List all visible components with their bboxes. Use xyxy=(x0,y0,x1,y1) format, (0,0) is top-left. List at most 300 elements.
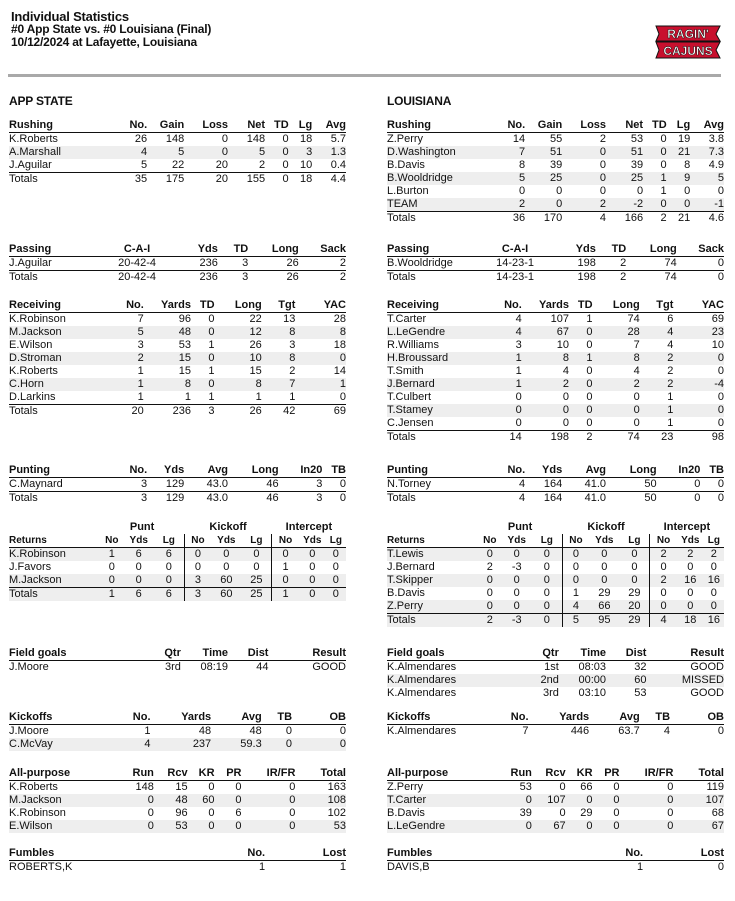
stat-value: 0 xyxy=(687,561,694,573)
player-name: M.Jackson xyxy=(9,574,100,588)
player-name: T.Skipper xyxy=(387,574,478,587)
field-goals-table xyxy=(9,647,346,674)
player-name: M.Jackson xyxy=(9,326,110,339)
section-title: Returns xyxy=(9,534,100,548)
stat-value: 29 xyxy=(580,807,593,819)
player-name: J.Moore xyxy=(9,725,49,737)
stat-value: 7 xyxy=(522,725,529,737)
stat-value: 0 xyxy=(265,146,289,159)
stat-value: 0 xyxy=(532,614,562,628)
column-header: Qtr xyxy=(529,647,559,661)
stat-value: 8 xyxy=(519,159,526,171)
stat-value: 0 xyxy=(208,313,215,325)
table-row xyxy=(9,478,346,492)
totals-row xyxy=(9,405,346,419)
stat-value: 2 xyxy=(650,548,677,562)
stat-value: 0 xyxy=(660,133,667,145)
all-purpose-table xyxy=(387,767,724,833)
column-header: Yds xyxy=(677,534,704,548)
team-name: APP STATE xyxy=(9,94,73,108)
passing-section xyxy=(9,243,346,284)
stat-value: -2 xyxy=(606,198,643,212)
column-header: No. xyxy=(117,711,151,725)
stat-value: 29 xyxy=(598,587,611,599)
fumbles-section xyxy=(9,847,346,874)
stat-value: 66 xyxy=(589,600,619,614)
stat-value: 1 xyxy=(208,391,215,403)
stat-value: 0 xyxy=(135,561,142,573)
stat-value: 0 xyxy=(221,133,229,145)
table-row xyxy=(9,574,346,588)
stat-value: 22 xyxy=(171,159,185,171)
column-header: Total xyxy=(673,767,724,781)
column-header: Lg xyxy=(704,534,724,548)
stat-value: 0 xyxy=(486,587,493,599)
stat-value: 4 xyxy=(515,313,522,325)
stat-value: 0 xyxy=(299,588,326,602)
totals-row xyxy=(9,173,346,187)
column-header: Yds xyxy=(525,464,562,478)
stat-value: 26 xyxy=(286,257,299,269)
stat-value: 0 xyxy=(502,600,532,614)
stat-value: 15 xyxy=(144,352,191,365)
field-goals-section xyxy=(9,647,346,674)
stat-value: 0 xyxy=(519,185,526,197)
fumbles-section xyxy=(387,847,724,874)
column-header: KR xyxy=(188,767,215,781)
stat-value: 0 xyxy=(191,352,215,365)
column-header: KR xyxy=(566,767,593,781)
header-row xyxy=(387,647,724,661)
stat-value: 107 xyxy=(532,794,566,807)
column-header: Gain xyxy=(147,119,184,133)
ragin-cajuns-logo-icon xyxy=(654,25,722,59)
table-row xyxy=(387,687,724,700)
stat-value: 0 xyxy=(586,339,593,351)
column-header: Lg xyxy=(154,534,184,548)
stat-value: 148 xyxy=(246,133,266,145)
stat-value: GOOD xyxy=(312,661,346,673)
stat-value: 26 xyxy=(249,339,262,351)
stat-value: 1st xyxy=(544,661,559,673)
stat-value: 0 xyxy=(242,794,296,807)
table-row xyxy=(9,738,346,751)
stat-value: 0 xyxy=(620,574,650,587)
header-row xyxy=(9,243,346,257)
stat-value: 0 xyxy=(569,326,593,339)
stat-value: 3 xyxy=(289,146,313,159)
stat-value: 0 xyxy=(289,807,296,819)
column-header: Time xyxy=(559,647,606,661)
stat-value: 0 xyxy=(285,725,293,737)
table-row xyxy=(387,417,724,431)
stat-value: 3rd xyxy=(542,687,559,699)
stat-value: 148 xyxy=(135,781,154,793)
player-name: Totals xyxy=(9,588,100,602)
stat-value: 129 xyxy=(165,478,185,490)
table-row xyxy=(9,352,346,365)
column-header: In20 xyxy=(279,464,323,478)
stat-value: 67 xyxy=(522,326,569,339)
column-header: Result xyxy=(646,647,724,661)
stat-value: 0 xyxy=(620,820,674,833)
stat-value: 53 xyxy=(630,133,644,145)
table-row xyxy=(9,561,346,574)
stat-value: 0 xyxy=(586,417,593,429)
header-row xyxy=(9,711,346,725)
header-row xyxy=(387,534,724,548)
totals-label: Totals xyxy=(9,271,110,285)
punting-table xyxy=(387,464,724,505)
table-row xyxy=(387,807,724,820)
stat-value: 0 xyxy=(326,574,346,588)
stat-value: 7 xyxy=(137,313,144,325)
header-row xyxy=(387,299,724,313)
stat-value: 2 xyxy=(704,548,724,562)
player-name: K.Roberts xyxy=(9,781,58,793)
stat-value: 1.3 xyxy=(312,146,346,159)
totals-row xyxy=(9,588,346,602)
receiving-table xyxy=(387,299,724,444)
stat-value: 0 xyxy=(593,404,640,417)
total-value: 4.4 xyxy=(312,173,346,187)
stat-value: 10 xyxy=(300,159,313,171)
return-group-header: Punt xyxy=(507,521,533,533)
column-header: OB xyxy=(292,711,346,725)
column-header: No. xyxy=(178,847,266,861)
column-header: Lost xyxy=(265,847,346,861)
column-header: No. xyxy=(113,464,147,478)
all-purpose-table xyxy=(9,767,346,833)
total-value: 42 xyxy=(262,405,296,419)
stat-value: 1 xyxy=(137,365,144,377)
total-value: 50 xyxy=(606,492,657,506)
player-name: C.Jensen xyxy=(387,417,434,429)
total-value: 2 xyxy=(299,271,346,285)
stat-value: 0 xyxy=(613,807,620,819)
player-name: B.Wooldridge xyxy=(387,172,491,185)
total-value: 18 xyxy=(289,173,313,187)
stat-value: 0 xyxy=(515,391,522,403)
total-value: 166 xyxy=(606,212,643,226)
stat-value: 0 xyxy=(211,548,241,562)
rushing-table xyxy=(387,119,724,225)
stat-value: 1 xyxy=(339,861,346,873)
table-row xyxy=(9,794,346,807)
stat-value: 1 xyxy=(515,365,522,377)
stat-value: 69 xyxy=(711,313,724,325)
stat-value: 0 xyxy=(188,820,215,833)
report-header xyxy=(11,10,211,49)
column-header: TB xyxy=(262,711,292,725)
stat-value: 0 xyxy=(566,794,593,807)
stat-value: 15 xyxy=(175,781,188,793)
stat-value: 4 xyxy=(633,365,640,377)
table-row xyxy=(387,674,724,687)
totals-row xyxy=(387,212,724,226)
totals-label: Totals xyxy=(387,431,488,445)
stat-value: 0 xyxy=(562,417,569,429)
total-value: 14-23-1 xyxy=(488,271,542,285)
column-header: Rcv xyxy=(532,767,566,781)
stat-value: 4 xyxy=(562,365,569,377)
table-row xyxy=(387,548,724,562)
stat-value: 0 xyxy=(242,820,296,833)
stat-value: 5 xyxy=(141,159,148,171)
stat-value: 0 xyxy=(643,146,667,159)
stat-value: 4 xyxy=(519,478,526,490)
stat-value: 2 xyxy=(258,159,266,171)
stat-value: 0 xyxy=(532,600,562,614)
stat-value: 0 xyxy=(282,159,289,171)
total-value: 198 xyxy=(522,431,569,445)
stat-value: 0 xyxy=(124,574,154,588)
table-row xyxy=(387,352,724,365)
total-value: 3 xyxy=(279,492,323,506)
total-value: 164 xyxy=(525,492,562,506)
stat-value: 15 xyxy=(178,365,191,377)
column-header: TB xyxy=(700,464,724,478)
column-header: Sack xyxy=(677,243,724,257)
stat-value: 1 xyxy=(660,185,667,197)
punting-section xyxy=(9,464,346,505)
stat-value: 3rd xyxy=(164,661,181,673)
stat-value: 0 xyxy=(154,574,184,588)
section-title: Fumbles xyxy=(9,847,178,861)
stat-value: 18 xyxy=(300,133,313,145)
stat-value: 95 xyxy=(589,614,619,628)
table-row xyxy=(387,725,724,739)
column-header: Long xyxy=(606,464,657,478)
stat-value: 8 xyxy=(262,352,296,365)
stat-value: 48 xyxy=(154,794,188,807)
stat-value: 0 xyxy=(586,365,593,377)
stat-value: 03:10 xyxy=(578,687,607,699)
stat-value: 0 xyxy=(677,600,704,614)
player-name: Z.Perry xyxy=(387,600,478,614)
stat-value: 0 xyxy=(120,820,154,833)
stat-value: 5 xyxy=(690,172,724,185)
stat-value: 60 xyxy=(606,674,646,687)
stat-value: GOOD xyxy=(690,661,724,673)
column-header: Long xyxy=(626,243,677,257)
stat-value: 148 xyxy=(165,133,185,145)
stat-value: 26 xyxy=(134,133,148,145)
stat-value: 21 xyxy=(667,146,691,159)
header-row xyxy=(9,647,346,661)
stat-value: 0 xyxy=(184,548,211,562)
column-header: No xyxy=(478,534,502,548)
column-header: Net xyxy=(228,119,265,133)
table-row xyxy=(9,861,346,875)
table-row xyxy=(387,257,724,271)
column-header: TB xyxy=(322,464,346,478)
team-name: LOUISIANA xyxy=(387,94,452,108)
stat-value: 59.3 xyxy=(211,738,262,751)
stat-value: 2 xyxy=(339,257,346,269)
stat-value: 0 xyxy=(620,794,674,807)
column-header: Dist xyxy=(606,647,646,661)
table-row xyxy=(387,365,724,378)
section-title: Passing xyxy=(9,243,110,257)
stat-value: 0 xyxy=(272,548,299,562)
stat-value: 67 xyxy=(673,820,724,833)
header-row xyxy=(9,464,346,478)
stat-value: 7 xyxy=(633,339,640,351)
total-value: 4.6 xyxy=(690,212,724,226)
column-header: Net xyxy=(606,119,643,133)
total-value: 43.0 xyxy=(184,492,228,506)
stat-value: 8 xyxy=(295,326,346,339)
column-header: C-A-I xyxy=(488,243,542,257)
stat-value: 0 xyxy=(633,391,640,403)
column-header: Avg xyxy=(211,711,262,725)
column-header: PR xyxy=(215,767,242,781)
stat-value: 48 xyxy=(198,725,212,737)
stat-value: 0 xyxy=(562,574,589,587)
all-purpose-section xyxy=(387,767,724,833)
rushing-table xyxy=(9,119,346,186)
player-name: Z.Perry xyxy=(387,133,424,145)
stat-value: 51 xyxy=(606,146,643,159)
stat-value: 0 xyxy=(717,861,724,873)
table-row xyxy=(387,781,724,795)
player-name: B.Davis xyxy=(387,587,425,599)
stat-value: 1 xyxy=(258,861,266,873)
group-header-row xyxy=(387,521,724,534)
stat-value: 1 xyxy=(144,725,151,737)
column-header: Yards xyxy=(144,299,191,313)
stat-value: 1 xyxy=(272,561,299,574)
stat-value: 2nd xyxy=(529,674,559,687)
total-value: 198 xyxy=(542,271,596,285)
stat-value: 10 xyxy=(556,339,569,351)
stat-value: 53 xyxy=(295,820,346,833)
player-name: J.Favors xyxy=(9,561,52,573)
stat-value: 0.4 xyxy=(330,159,346,171)
returns-section xyxy=(9,521,346,601)
stat-value: 0 xyxy=(215,794,242,807)
column-header: TD xyxy=(191,299,215,313)
header-row xyxy=(9,767,346,781)
total-value: 14 xyxy=(488,431,522,445)
stat-value: 0 xyxy=(562,172,606,185)
stat-value: 1 xyxy=(110,378,144,391)
stat-value: 67 xyxy=(532,820,566,833)
player-name: T.Culbert xyxy=(387,391,432,403)
stat-value: 1 xyxy=(289,391,296,403)
column-header: Lost xyxy=(643,847,724,861)
column-header: YAC xyxy=(295,299,346,313)
stat-value: 0 xyxy=(242,548,272,562)
section-title: Passing xyxy=(387,243,488,257)
player-name: E.Wilson xyxy=(9,339,53,351)
stat-value: 63.7 xyxy=(618,725,640,737)
stat-value: 0 xyxy=(633,417,640,429)
table-row xyxy=(387,794,724,807)
stat-value: 107 xyxy=(673,794,724,807)
stat-value: 5 xyxy=(491,172,525,185)
column-header: Yds xyxy=(211,534,241,548)
stat-value: 2 xyxy=(486,561,493,573)
stat-value: 0 xyxy=(147,807,154,819)
stat-value: 1 xyxy=(137,391,144,403)
stat-value: 74 xyxy=(627,313,640,325)
stat-value: 3 xyxy=(515,339,522,351)
stat-value: 16 xyxy=(704,574,724,587)
column-header: No. xyxy=(110,299,144,313)
stat-value: 446 xyxy=(570,725,590,737)
stat-value: 0 xyxy=(184,561,211,574)
stat-value: 3 xyxy=(141,478,148,490)
stat-value: 2 xyxy=(650,574,677,587)
column-header: In20 xyxy=(657,464,701,478)
stat-value: 0 xyxy=(498,794,532,807)
stat-value: 20-42-4 xyxy=(118,257,156,269)
table-row xyxy=(9,548,346,562)
stat-value: 48 xyxy=(144,326,191,339)
stat-value: 0 xyxy=(208,807,215,819)
player-name: C.Maynard xyxy=(9,478,63,490)
player-name: Z.Perry xyxy=(387,781,424,793)
table-row xyxy=(9,661,346,675)
stat-value: 4 xyxy=(663,725,671,737)
total-value: 35 xyxy=(113,173,147,187)
column-header: Yds xyxy=(502,534,532,548)
return-group-header: Kickoff xyxy=(209,521,247,533)
spacer xyxy=(9,521,100,534)
column-header: Yds xyxy=(164,243,218,257)
stat-value: 43.0 xyxy=(206,478,229,490)
player-name: D.Larkins xyxy=(9,391,56,403)
stat-value: 0 xyxy=(717,185,724,197)
section-title: Receiving xyxy=(387,299,488,313)
stat-value: 22 xyxy=(249,313,262,325)
stat-value: 0 xyxy=(717,725,724,737)
stat-value: 1 xyxy=(640,404,674,417)
total-value: 2 xyxy=(596,271,626,285)
player-name: K.Roberts xyxy=(9,133,58,145)
stat-value: 3 xyxy=(242,257,249,269)
header-row xyxy=(387,243,724,257)
column-header: Avg xyxy=(562,464,606,478)
stat-value: 14 xyxy=(333,365,346,377)
stat-value: 53 xyxy=(154,820,188,833)
player-name: E.Wilson xyxy=(9,820,120,833)
stat-value: 1 xyxy=(643,172,667,185)
column-header: TD xyxy=(643,119,667,133)
stat-value: 0 xyxy=(513,587,520,599)
stat-value: 2 xyxy=(522,378,569,391)
table-row xyxy=(387,339,724,352)
header-row xyxy=(387,847,724,861)
table-row xyxy=(9,146,346,159)
returns-section xyxy=(387,521,724,627)
kickoffs-table xyxy=(9,711,346,751)
stat-value: 1 xyxy=(569,352,593,365)
stat-value: 237 xyxy=(151,738,212,751)
stat-value: 14-23-1 xyxy=(496,257,534,269)
header-row xyxy=(9,847,346,861)
passing-table xyxy=(9,243,346,284)
column-header: IR/FR xyxy=(242,767,296,781)
stat-value: -3 xyxy=(511,561,522,573)
column-header: Dist xyxy=(228,647,268,661)
total-value: 3 xyxy=(191,405,215,419)
total-value: 0 xyxy=(265,173,289,187)
player-name: B.Davis xyxy=(387,807,425,819)
table-row xyxy=(9,159,346,173)
